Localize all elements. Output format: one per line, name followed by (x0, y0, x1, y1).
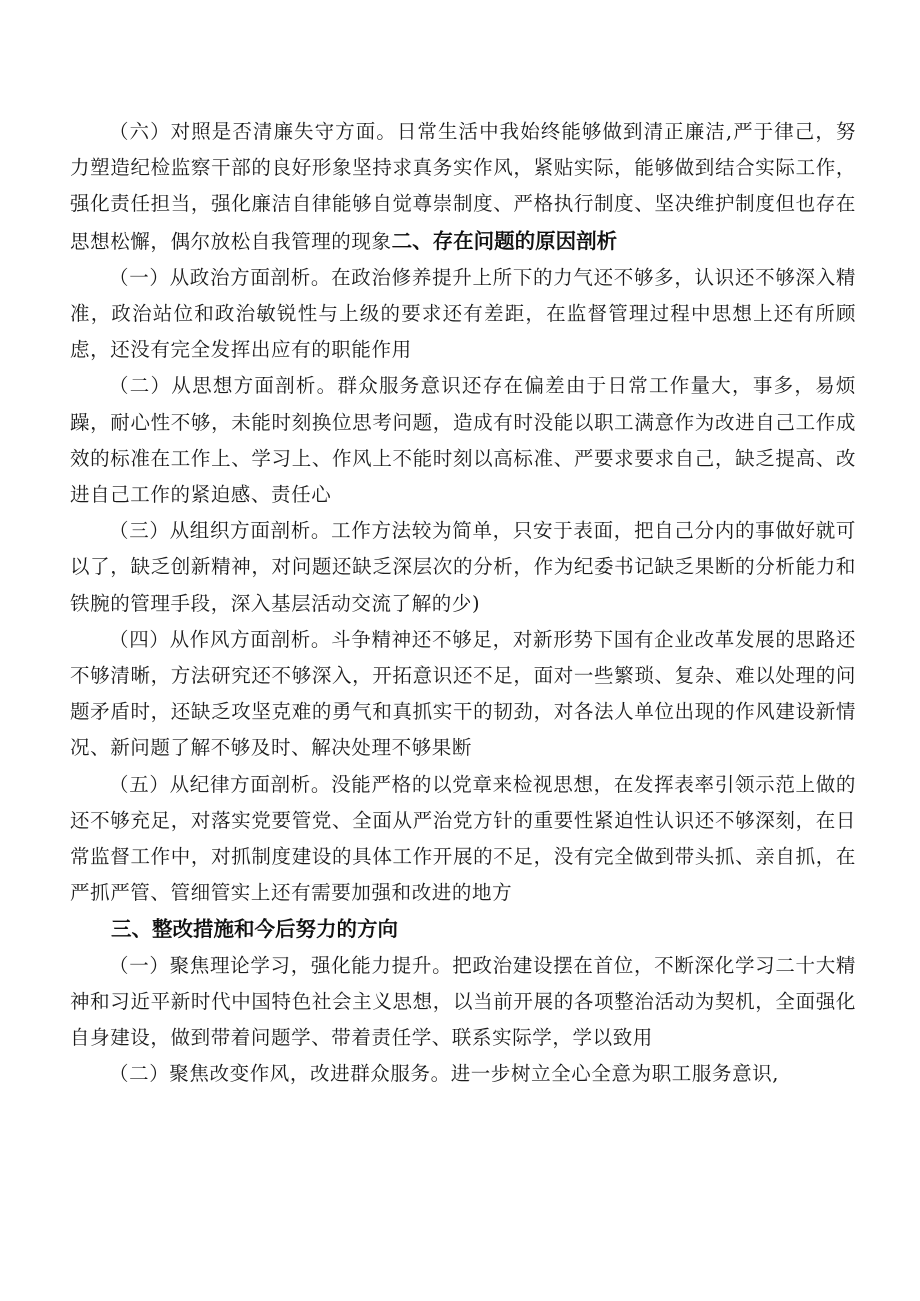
paragraph-work-style-measure: （二）聚焦改变作风，改进群众服务。进一步树立全心全意为职工服务意识, (109, 1062, 780, 1086)
document-body (70, 114, 856, 1092)
paragraph-ideological-cause: （二）从思想方面剖析。群众服务意识还存在偏差由于日常工作量大，事多，易烦躁，耐心性不够，未能时刻换位思考问题，造成有时没能以职工满意作为改进自己工作成效的标准在工作上、学习上、作风上不能时刻以高标准、严要求要求自己，缺乏提高、改进自己工作的紧迫感、责任心 (70, 374, 856, 507)
paragraph-discipline-cause: （五）从纪律方面剖析。没能严格的以党章来检视思想，在发挥表率引领示范上做的还不够充足，对落实党要管党、全面从严治党方针的重要性紧迫性认识还不够深刻，在日常监督工作中，对抓制度建设的具体工作开展的不足，没有完全做到带头抓、亲自抓，在严抓严管、管细管实上还有需要加强和改进的地方 (70, 772, 856, 905)
section-heading-cause-analysis: 二、存在问题的原因剖析 (391, 228, 618, 253)
paragraph-theory-study-measure: （一）聚焦理论学习，强化能力提升。把政治建设摆在首位，不断深化学习二十大精神和习近平新时代中国特色社会主义思想，以当前开展的各项整治活动为契机，全面强化自身建设，做到带着问题学、带着责任学、联系实际学，学以致用 (70, 953, 856, 1050)
paragraph-text: （六）对照是否清廉失守方面。日常生活中我始终能够做到清正廉洁,严于律己，努力塑造纪检监察干部的良好形象坚持求真务实作风，紧贴实际，能够做到结合实际工作，强化责任担当，强化廉洁自律能够自觉尊崇制度、严格执行制度、坚决维护制度但也存在思想松懈，偶尔放松自我管理的现象 (70, 120, 856, 253)
paragraph-work-style-cause: （四）从作风方面剖析。斗争精神还不够足，对新形势下国有企业改革发展的思路还不够清晰，方法研究还不够深入，开拓意识还不足，面对一些繁琐、复杂、难以处理的问题矛盾时，还缺乏攻坚克难的勇气和真抓实干的韧劲，对各法人单位出现的作风建设新情况、新问题了解不够及时、解决处理不够果断 (70, 627, 856, 760)
paragraph-political-cause: （一）从政治方面剖析。在政治修养提升上所下的力气还不够多，认识还不够深入精准，政治站位和政治敏锐性与上级的要求还有差距，在监督管理过程中思想上还有所顾虑，还没有完全发挥出应有的职能作用 (70, 265, 856, 362)
section-heading-rectification: 三、整改措施和今后努力的方向 (111, 917, 398, 942)
paragraph-integrity-review (70, 114, 856, 260)
paragraph-organizational-cause: （三）从组织方面剖析。工作方法较为简单，只安于表面，把自己分内的事做好就可以了，缺乏创新精神，对问题还缺乏深层次的分析，作为纪委书记缺乏果断的分析能力和铁腕的管理手段，深入基层活动交流了解的少) (70, 519, 856, 615)
